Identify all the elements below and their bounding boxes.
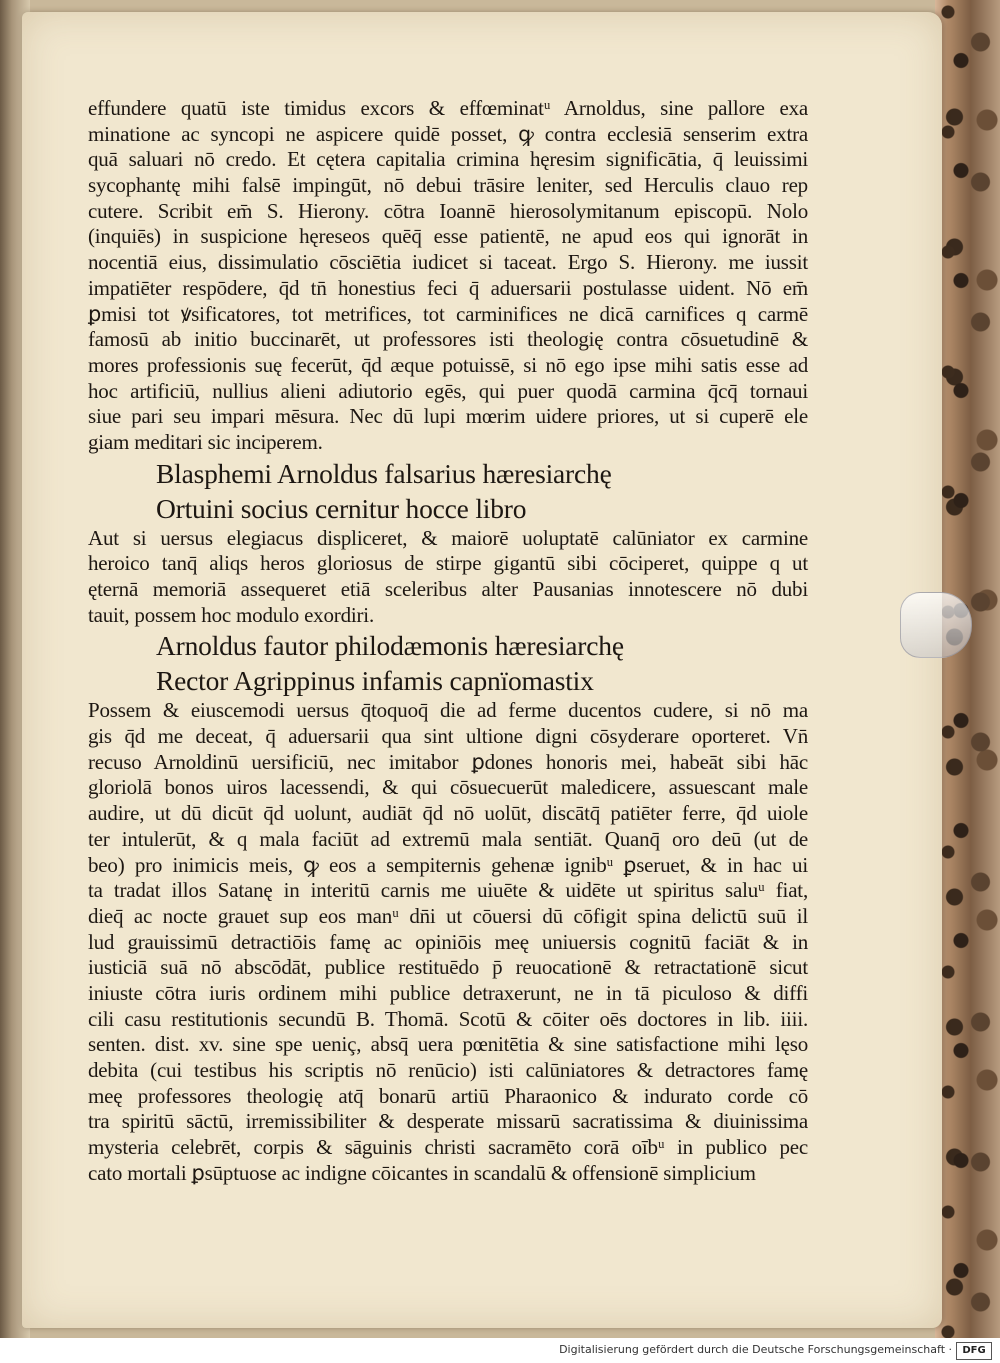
heading-block-1	[88, 456, 808, 526]
text-line: gis q̄d me deceat, q̄ aduersarii qua sint ultione digni cōsyderare oporteret. Vn̄	[88, 724, 808, 749]
footer-credit: Digitalisierung gefördert durch die Deutsche Forschungsgemeinschaft ·	[559, 1343, 952, 1356]
text-line: mysteria celebrēt, corpis & sāguinis christi sacramēto corā oībᵘ in publico pec	[88, 1135, 808, 1160]
text-line: ter intulerūt, & q mala faciūt ad extremū mala sentiāt. Quanq̄ oro deū (ut de	[88, 826, 808, 851]
text-line: debita (cui testibus his scriptis nō renūcio) isti calūniatores & detractores famę	[88, 1058, 808, 1082]
body-block-1	[88, 96, 808, 456]
text-line: effundere quatū iste timidus excors & effœminatᵘ Arnoldus, sine pallore exa	[88, 96, 808, 120]
text-line: beo) pro inimicis meis, ꝙ eos a sempiternis gehenæ ignibᵘ ꝑseruet, & in hac ui	[88, 852, 808, 877]
text-line: ta tradat illos Satanę in interitū carnis me uiuēte & uidēte ut spiritus saluᵘ fiat,	[88, 878, 808, 903]
text-line: mores professionis suę fecerūt, q̄d æque potuissē, si nō ego ipse mihi satis esse ad	[88, 352, 808, 377]
body-block-2	[88, 526, 808, 629]
text-line: iusticiā suā nō abscōdāt, publice restituēdo p̄ reuocationē & retractationē sicut	[88, 955, 808, 980]
heading-line: Ortuini socius cernitur hocce libro	[156, 492, 527, 524]
text-line: meę professores theologię atq̄ bonarū artiū Pharaonico & indurato corde cō	[88, 1083, 808, 1108]
text-line: minatione ac syncopi ne aspicere quidē posset, ꝙ contra ecclesiā senserim extra	[88, 121, 808, 146]
text-line: ꝑmisi tot ꝟsificatores, tot metrifices, tot carminifices ne dicā carnifices q carmē	[88, 301, 808, 326]
text-line: (inquiēs) in suspicione hęreseos quēq̄ esse patientē, ne apud eos qui ignorāt in	[88, 224, 808, 249]
text-line: heroico tanq̄ aliqs heros gloriosus de stirpe gigantū sibi cōciperet, quippe q ut	[88, 551, 808, 576]
text-line: tra spiritū sāctū, irremissibiliter & desperate missarū sacratissima & diuinissima	[88, 1109, 808, 1134]
text-line: famosū ab initio buccinarēt, ut professores isti theologię contra cōsuetudinē &	[88, 327, 808, 352]
text-line: iniuste cōtra iuris ordinem mihi publice detraxerunt, ne in tā piculoso & diffi	[88, 980, 808, 1005]
text-line: Aut si uersus elegiacus displiceret, & maiorē uoluptatē calūniator ex carmine	[88, 525, 808, 550]
body-block-3	[88, 698, 808, 1186]
footer-bar	[0, 1338, 1000, 1363]
heading-line: Blasphemi Arnoldus falsarius hæresiarchę	[156, 457, 612, 489]
text-line: impatiēter respōdere, q̄d tn̄ honestius feci q̄ aduersarii postulasse uident. Nō em̄	[88, 275, 808, 300]
text-line: nocentiā eius, dissimulatio cōsciētia iudicet si taceat. Ergo S. Hierony. me iussit	[88, 250, 808, 275]
text-line: recuso Arnoldinū uersificiū, nec imitabor ꝑdones honoris mei, habeāt sibi hāc	[88, 749, 808, 774]
page-clip	[900, 592, 972, 658]
heading-line: Arnoldus fautor philodæmonis hæresiarchę	[156, 630, 624, 662]
heading-block-2	[88, 628, 808, 698]
text-line: quā saluari nō credo. Et cętera capitalia crimina hęresim significātia, q̄ leuissimi	[88, 147, 808, 172]
text-line: siue pari seu impari mēsura. Nec dū lupi mœrim uidere priores, ut si cuperē ele	[88, 404, 808, 429]
text-line: gloriolā bonos uiros lacessendi, & qui cōsuecuerūt maledicere, assuescant male	[88, 775, 808, 800]
text-line: hoc artificiū, nullius alieni adiutorio egēs, qui puer quodā carmina q̄cq̄ tornaui	[88, 378, 808, 403]
text-line: sycophantę mihi falsē impingūt, nō debui trāsire leniter, sed Herculis clauo rep	[88, 173, 808, 198]
text-line: cato mortali ꝑsūptuose ac indigne cōicantes in scandalū & offensionē simplicium	[88, 1160, 756, 1185]
text-line: lud grauissimū detractiōis famę ac opiniōis meę uniuersis cognitū faciāt & in	[88, 929, 808, 954]
text-line: senten. dist. xv. sine spe ueniç, absq̄ uera pœnitētia & sine satisfactione mihi lęso	[88, 1032, 808, 1057]
page-text	[88, 96, 808, 1186]
text-line: giam meditari sic inciperem.	[88, 429, 323, 454]
text-line: ęternā memoriā assequeret etiā sceleribus alter Pausanias innotescere nō dubi	[88, 577, 808, 601]
text-line: cutere. Scribit em̄ S. Hierony. cōtra Ioannē hierosolymitanum episcopū. Nolo	[88, 198, 808, 223]
text-line: cili casu restitutionis secundū B. Thomā. Scotū & cōiter oēs doctores in lib. iiii.	[88, 1006, 808, 1031]
marbled-cover-edge	[935, 0, 1000, 1338]
text-line: tauit, possem hoc modulo exordiri.	[88, 602, 374, 627]
text-line: dieq̄ ac nocte grauet sup eos manᵘ dn̄i ut cōuersi dū cōfigit spina delictū suū il	[88, 903, 808, 928]
text-line: audire, ut dū dicūt q̄d uolunt, audiāt q̄d nō uolūt, discātq̄ patiēter ferre, q̄d uiole	[88, 801, 808, 826]
dfg-logo: DFG	[956, 1342, 992, 1360]
text-line: Possem & eiuscemodi uersus q̄toquoq̄ die ad ferme ducentos cudere, si nō ma	[88, 698, 808, 723]
heading-line: Rector Agrippinus infamis capnïomastix	[156, 665, 594, 697]
